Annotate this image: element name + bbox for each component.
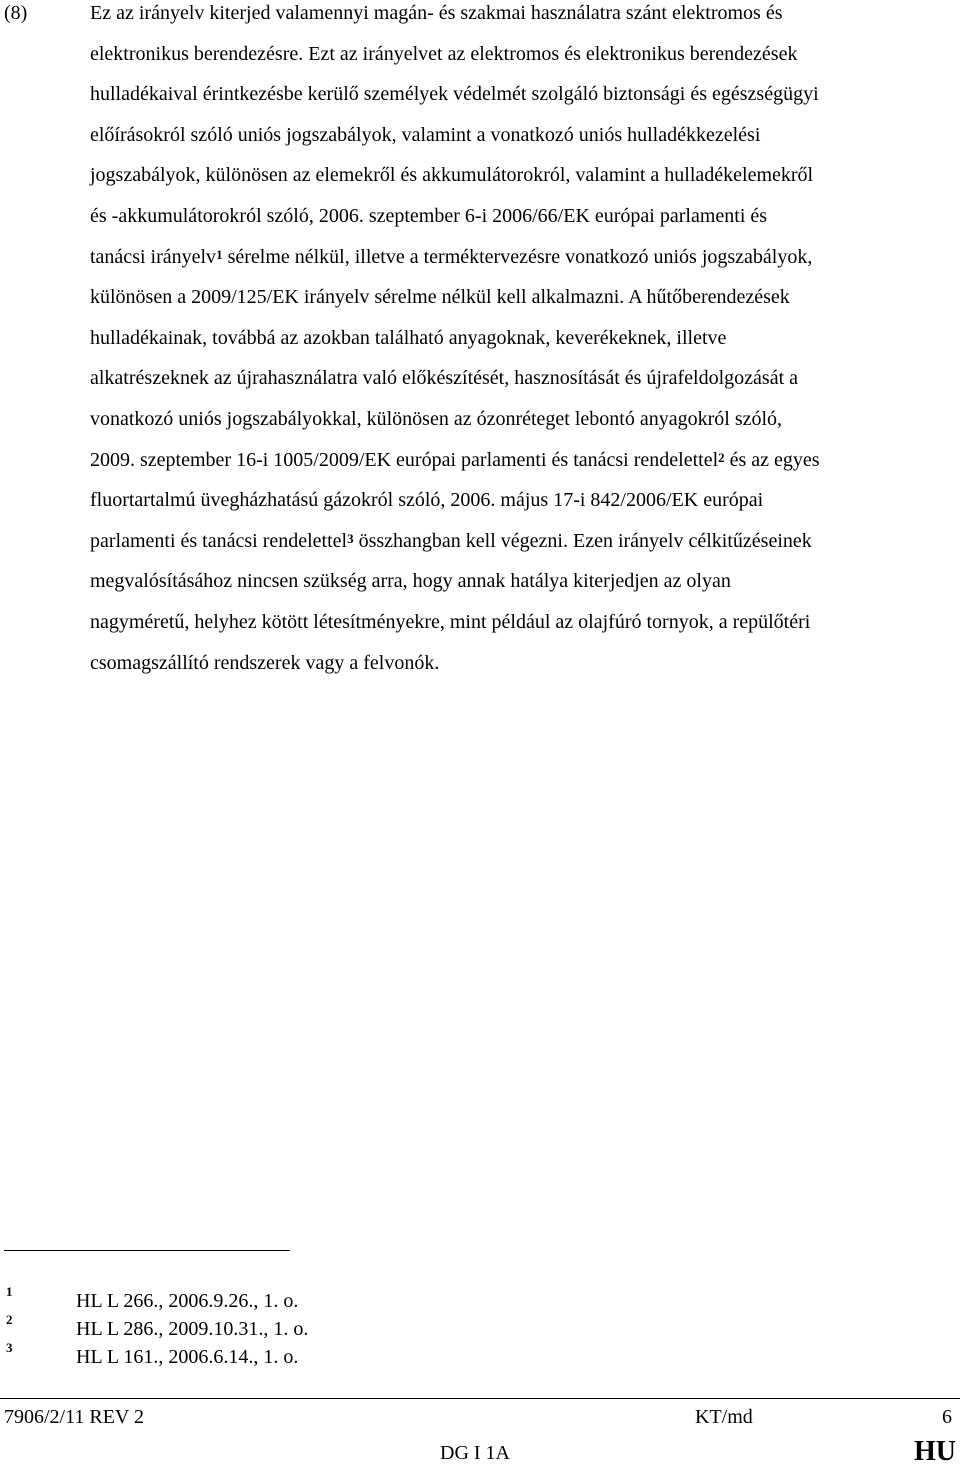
directorate-code: DG I 1A — [440, 1442, 510, 1464]
body-line: nagyméretű, helyhez kötött létesítményekre, mint például az olajfúró tornyok, a repülőtéri — [90, 610, 811, 633]
document-code: 7906/2/11 REV 2 — [4, 1406, 145, 1428]
footnote-mark: 3 — [6, 1340, 13, 1355]
footer-separator — [0, 1398, 960, 1399]
footnote-text: HL L 161., 2006.6.14., 1. o. — [76, 1346, 299, 1368]
body-line — [90, 440, 960, 481]
body-text: és az egyes — [724, 448, 820, 471]
body-line: alkatrészeknek az újrahasználatra való előkészítését, hasznosítását és újrafeldolgozását a — [90, 367, 798, 390]
body-line — [90, 237, 960, 278]
language-code: HU — [914, 1436, 956, 1467]
body-text: sérelme nélkül, illetve a terméktervezésre vonatkozó uniós jogszabályok, — [222, 245, 813, 268]
body-line: csomagszállító rendszerek vagy a felvonók. — [90, 651, 440, 674]
footnote-mark: 2 — [6, 1312, 13, 1327]
body-text: tanácsi irányelv — [90, 245, 217, 268]
body-line: hulladékaival érintkezésbe kerülő személyek védelmét szolgáló biztonsági és egészségügyi — [90, 83, 819, 106]
footnote-ref-3[interactable]: 3 — [347, 530, 354, 546]
body-line: és -akkumulátorokról szóló, 2006. szeptember 6-i 2006/66/EK európai parlamenti és — [90, 204, 768, 227]
body-line: megvalósításához nincsen szükség arra, hogy annak hatálya kiterjedjen az olyan — [90, 570, 731, 593]
body-line: vonatkozó uniós jogszabályokkal, különösen az ózonréteget lebontó anyagokról szóló, — [90, 407, 783, 430]
body-line: fluortartalmú üvegházhatású gázokról szóló, 2006. május 17-i 842/2006/EK európai — [90, 489, 764, 512]
body-line — [90, 521, 960, 562]
footnote-mark: 1 — [6, 1284, 13, 1299]
body-text: összhangban kell végezni. Ezen irányelv célkitűzéseinek — [353, 529, 812, 552]
body-line: elektronikus berendezésre. Ezt az irányelvet az elektromos és elektronikus berendezések — [90, 42, 798, 65]
body-line: hulladékainak, továbbá az azokban található anyagoknak, keverékeknek, illetve — [90, 326, 727, 349]
body-line: előírásokról szóló uniós jogszabályok, valamint a vonatkozó uniós hulladékkezelési — [90, 123, 761, 146]
body-text: parlamenti és tanácsi rendelettel — [90, 529, 348, 552]
body-line: Ez az irányelv kiterjed valamennyi magán- és szakmai használatra szánt elektromos és — [90, 2, 783, 24]
footnote-ref-1[interactable]: 1 — [216, 246, 223, 262]
body-line: jogszabályok, különösen az elemekről és akkumulátorokról, valamint a hulladékelemekről — [90, 164, 814, 187]
footnote-text: HL L 266., 2006.9.26., 1. o. — [76, 1290, 299, 1312]
paragraph-number: (8) — [4, 2, 28, 24]
page-number: 6 — [942, 1406, 952, 1428]
footnote-separator — [4, 1250, 290, 1251]
footnote-text: HL L 286., 2009.10.31., 1. o. — [76, 1318, 309, 1340]
paragraph-8-body — [90, 0, 960, 683]
unit-code: KT/md — [695, 1406, 753, 1428]
footnote-ref-2[interactable]: 2 — [718, 449, 725, 465]
body-text: 2009. szeptember 16-i 1005/2009/EK európai parlamenti és tanácsi rendelettel — [90, 448, 719, 471]
body-line: különösen a 2009/125/EK irányelv sérelme nélkül kell alkalmazni. A hűtőberendezések — [90, 286, 790, 309]
